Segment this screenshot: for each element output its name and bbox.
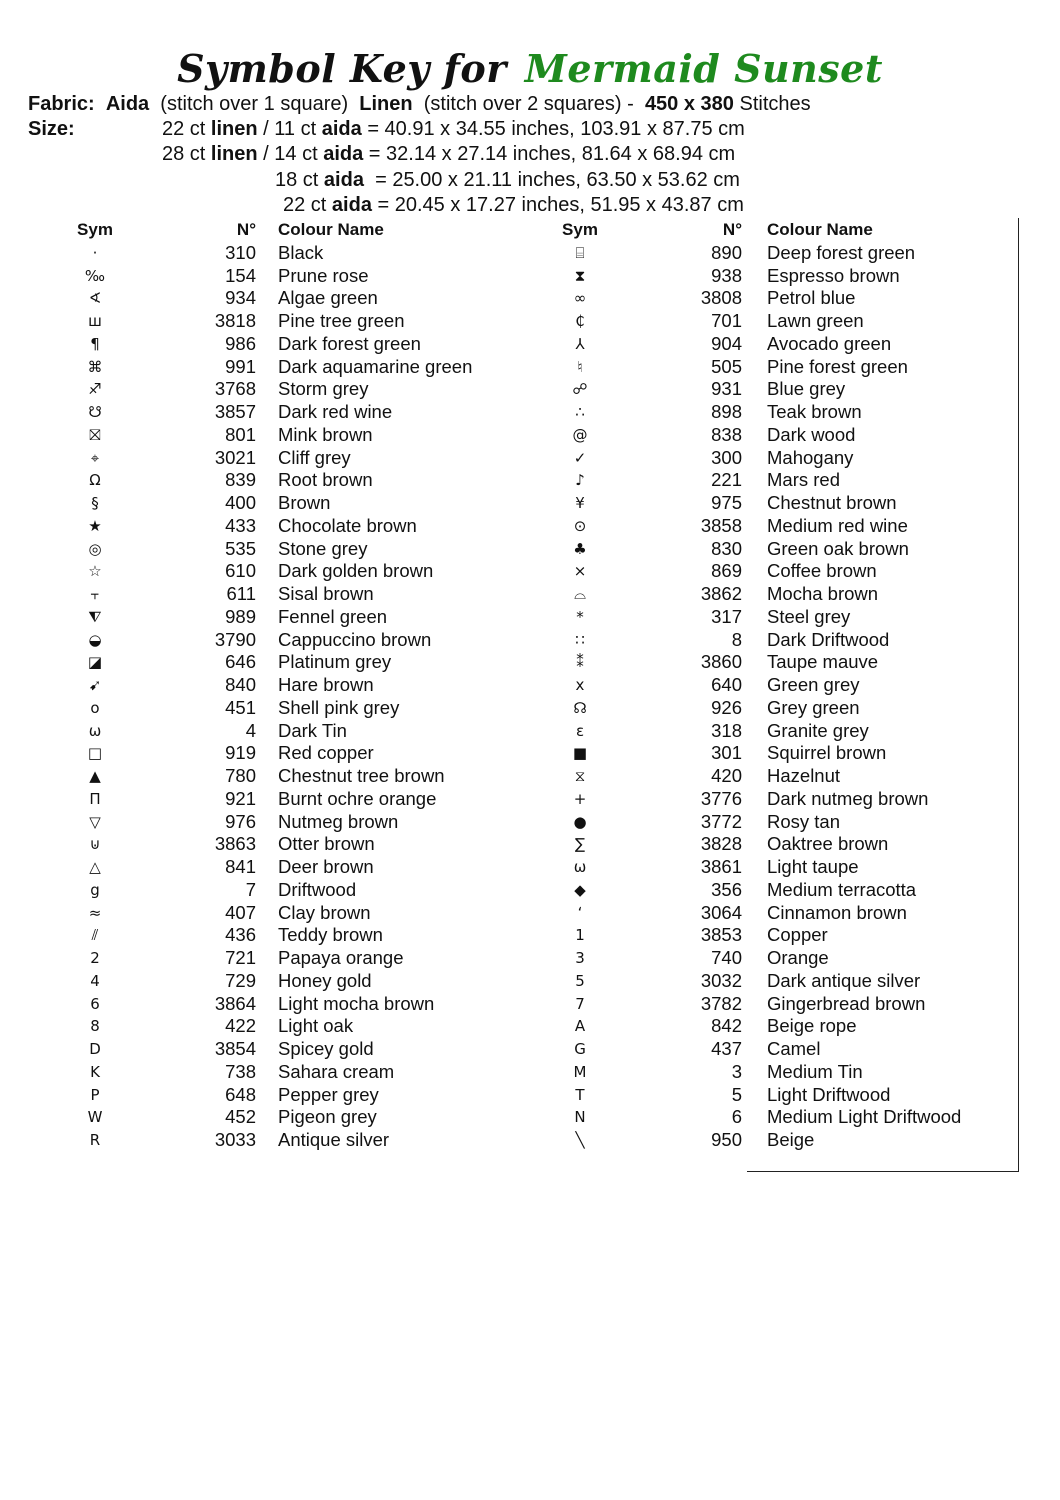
colour-name: Petrol blue bbox=[767, 287, 856, 309]
size-line bbox=[275, 168, 740, 193]
size-line bbox=[162, 117, 745, 142]
symbol-icon: ⧖ bbox=[574, 767, 586, 785]
floss-number: 931 bbox=[711, 378, 742, 400]
colour-name: Spicey gold bbox=[278, 1038, 374, 1059]
size-fabric: aida bbox=[331, 194, 372, 216]
floss-number: 830 bbox=[711, 537, 742, 559]
floss-number: 3064 bbox=[700, 901, 742, 923]
floss-number: 3782 bbox=[700, 992, 742, 1014]
symbol-icon: ▲ bbox=[89, 767, 101, 785]
floss-number: 839 bbox=[225, 469, 256, 491]
colour-name: Taupe mauve bbox=[767, 651, 879, 673]
colour-name: Coffee brown bbox=[767, 560, 877, 582]
colour-name: Brown bbox=[278, 492, 331, 513]
floss-number: 420 bbox=[711, 765, 742, 786]
colour-name: Otter brown bbox=[278, 833, 375, 855]
floss-number: 3858 bbox=[700, 514, 742, 536]
floss-number: 452 bbox=[225, 1106, 256, 1128]
symbol-icon: ⨯ bbox=[573, 562, 587, 581]
floss-number: 3854 bbox=[214, 1038, 256, 1059]
colour-name: Stone grey bbox=[278, 537, 368, 559]
symbol-icon: ⧗ bbox=[574, 266, 586, 285]
floss-number: 3862 bbox=[700, 583, 742, 604]
colour-name: Steel grey bbox=[767, 605, 851, 627]
title-prefix: Symbol Key for bbox=[177, 46, 507, 91]
colour-name: Honey gold bbox=[278, 969, 372, 991]
floss-number: 3808 bbox=[700, 287, 742, 309]
symbol-icon: ⌸ bbox=[575, 243, 585, 262]
symbol-icon: ⁑ bbox=[576, 653, 584, 672]
symbol-icon: ¥ bbox=[575, 494, 585, 512]
colour-name: Chestnut brown bbox=[767, 492, 897, 513]
floss-number: 3776 bbox=[700, 787, 742, 809]
colour-name: Medium terracotta bbox=[767, 878, 917, 900]
colour-name: Dark nutmeg brown bbox=[767, 787, 929, 809]
symbol-icon: ◒ bbox=[88, 630, 102, 649]
floss-number: 407 bbox=[225, 901, 256, 923]
symbol-icon: ♣ bbox=[573, 539, 587, 558]
floss-number: 919 bbox=[225, 742, 256, 764]
floss-number: 611 bbox=[226, 583, 256, 604]
colour-name: Squirrel brown bbox=[767, 742, 887, 764]
symbol-icon: ♪ bbox=[575, 471, 585, 490]
floss-number: 721 bbox=[225, 947, 256, 968]
symbol-icon: ◆ bbox=[574, 880, 586, 899]
floss-number: 356 bbox=[711, 878, 742, 900]
symbol-icon: ∴ bbox=[575, 403, 585, 421]
floss-number: 921 bbox=[225, 787, 256, 809]
symbol-icon: 8 bbox=[90, 1017, 100, 1036]
floss-number: 989 bbox=[225, 605, 256, 627]
floss-number: 535 bbox=[225, 537, 256, 559]
header-sym: Sym bbox=[77, 220, 113, 239]
colour-name: Dark forest green bbox=[278, 332, 421, 354]
floss-number: 3772 bbox=[700, 810, 742, 832]
header-sym: Sym bbox=[562, 220, 598, 239]
size-line bbox=[162, 142, 735, 167]
header-colour-name: Colour Name bbox=[278, 220, 384, 239]
colour-name: Dark antique silver bbox=[767, 969, 921, 991]
symbol-icon: ♐ bbox=[88, 380, 102, 399]
floss-number: 926 bbox=[711, 696, 742, 718]
fabric-linen-note: (stitch over 2 squares) - bbox=[423, 93, 634, 115]
symbol-icon: ⧨ bbox=[88, 607, 102, 626]
colour-name: Espresso brown bbox=[767, 264, 900, 286]
symbol-icon: ☋ bbox=[88, 403, 102, 421]
floss-number: 7 bbox=[245, 878, 256, 900]
floss-number: 4 bbox=[245, 719, 256, 741]
symbol-icon: 7 bbox=[575, 994, 585, 1013]
symbol-icon: M bbox=[573, 1062, 587, 1081]
symbol-icon: D bbox=[89, 1040, 101, 1058]
floss-number: 437 bbox=[711, 1038, 742, 1059]
header-num: N° bbox=[722, 220, 742, 239]
symbol-icon: T bbox=[575, 1085, 585, 1104]
floss-number: 740 bbox=[711, 947, 742, 968]
colour-name: Orange bbox=[767, 947, 829, 968]
header-num: N° bbox=[236, 220, 256, 239]
colour-name: Papaya orange bbox=[278, 947, 404, 968]
floss-number: 898 bbox=[711, 401, 742, 422]
floss-number: 610 bbox=[225, 560, 256, 582]
symbol-icon: ☊ bbox=[573, 698, 587, 717]
size-dims: = 20.45 x 17.27 inches, 51.95 x 43.87 cm bbox=[377, 194, 744, 216]
colour-name: Blue grey bbox=[767, 378, 846, 400]
floss-number: 3818 bbox=[214, 310, 256, 331]
colour-name: Gingerbread brown bbox=[767, 992, 926, 1014]
colour-name: Lawn green bbox=[767, 310, 864, 331]
symbol-icon: ⊙ bbox=[573, 516, 587, 535]
size-sep: / 14 ct bbox=[263, 143, 318, 165]
colour-name: Light Driftwood bbox=[767, 1083, 891, 1105]
symbol-icon: 6 bbox=[90, 994, 100, 1013]
floss-number: 3860 bbox=[700, 651, 742, 673]
floss-number: 3857 bbox=[214, 401, 256, 422]
symbol-icon: @ bbox=[572, 425, 588, 444]
colour-name: Dark golden brown bbox=[278, 560, 434, 582]
colour-name: Deep forest green bbox=[767, 241, 916, 263]
floss-number: 841 bbox=[225, 856, 256, 877]
floss-number: 8 bbox=[731, 628, 742, 650]
floss-number: 646 bbox=[225, 651, 256, 673]
size-count: 22 ct bbox=[283, 194, 327, 216]
colour-name: Hazelnut bbox=[767, 765, 841, 786]
symbol-icon: P bbox=[90, 1085, 100, 1104]
floss-number: 729 bbox=[225, 969, 256, 991]
size-dims: = 25.00 x 21.11 inches, 63.50 x 53.62 cm bbox=[375, 169, 740, 191]
page-title bbox=[0, 44, 1060, 94]
floss-number: 505 bbox=[711, 355, 742, 377]
colour-name: Cliff grey bbox=[278, 446, 351, 468]
symbol-icon: △ bbox=[89, 858, 101, 876]
colour-name: Platinum grey bbox=[278, 651, 392, 673]
symbol-icon: ▽ bbox=[89, 812, 101, 831]
floss-number: 842 bbox=[711, 1015, 742, 1037]
symbol-icon: · bbox=[92, 243, 98, 262]
colour-name: Dark aquamarine green bbox=[278, 355, 473, 377]
symbol-icon: ω bbox=[573, 858, 587, 876]
size-count: 18 ct bbox=[275, 169, 319, 191]
floss-number: 451 bbox=[225, 696, 256, 718]
symbol-icon: ω bbox=[88, 721, 102, 740]
pattern-name: Mermaid Sunset bbox=[524, 46, 883, 91]
colour-name: Green oak brown bbox=[767, 537, 909, 559]
symbol-icon: ш bbox=[88, 312, 102, 330]
colour-name: Dark wood bbox=[767, 423, 856, 445]
floss-number: 317 bbox=[711, 605, 742, 627]
floss-number: 3864 bbox=[214, 992, 256, 1014]
symbol-icon: ♮ bbox=[577, 357, 583, 376]
colour-name: Hare brown bbox=[278, 674, 374, 695]
colour-name: Pine forest green bbox=[767, 355, 908, 377]
size-line bbox=[283, 193, 744, 218]
colour-name: Medium red wine bbox=[767, 514, 908, 536]
floss-number: 3828 bbox=[700, 833, 742, 855]
floss-number: 975 bbox=[711, 492, 742, 513]
symbol-icon: ☍ bbox=[572, 380, 588, 399]
symbol-icon: ⛝ bbox=[89, 425, 101, 444]
colour-name: Sisal brown bbox=[278, 583, 374, 604]
fabric-aida: Aida bbox=[105, 93, 150, 115]
size-label: Size: bbox=[28, 118, 75, 140]
size-dims: = 40.91 x 34.55 inches, 103.91 x 87.75 cm bbox=[367, 118, 745, 140]
symbol-icon: G bbox=[574, 1040, 586, 1058]
size-count: 28 ct bbox=[162, 143, 206, 165]
symbol-icon: ● bbox=[573, 812, 587, 831]
colour-name: Mink brown bbox=[278, 423, 373, 445]
symbol-icon: ‰ bbox=[84, 266, 106, 285]
floss-number: 3853 bbox=[700, 924, 742, 946]
colour-name: Mocha brown bbox=[767, 583, 879, 604]
floss-number: 976 bbox=[225, 810, 256, 832]
colour-name: Deer brown bbox=[278, 856, 374, 877]
floss-number: 3768 bbox=[214, 378, 256, 400]
size-fabric: aida bbox=[323, 143, 364, 165]
floss-number: 938 bbox=[711, 264, 742, 286]
colour-name: Beige bbox=[767, 1129, 815, 1150]
floss-number: 436 bbox=[225, 924, 256, 946]
symbol-icon: ╲ bbox=[575, 1131, 585, 1149]
floss-number: 640 bbox=[711, 674, 742, 695]
colour-name: Burnt ochre orange bbox=[278, 787, 437, 809]
size-count: 22 ct bbox=[162, 118, 206, 140]
symbol-icon: 4 bbox=[90, 971, 100, 990]
colour-name: Green grey bbox=[767, 674, 860, 695]
colour-name: Pepper grey bbox=[278, 1083, 379, 1105]
symbol-icon: ⌓ bbox=[574, 585, 586, 603]
symbol-icon: + bbox=[573, 789, 587, 808]
floss-number: 301 bbox=[711, 742, 742, 764]
colour-name: Light mocha brown bbox=[278, 992, 435, 1014]
symbol-icon: N bbox=[574, 1108, 586, 1127]
stitch-count: 450 x 380 bbox=[644, 93, 734, 115]
colour-name: Teak brown bbox=[767, 401, 862, 422]
floss-number: 3032 bbox=[700, 969, 742, 991]
size-fabric: aida bbox=[323, 169, 364, 191]
colour-name: Driftwood bbox=[278, 878, 357, 900]
symbol-icon: ★ bbox=[88, 516, 102, 535]
floss-number: 3790 bbox=[214, 628, 256, 650]
floss-number: 300 bbox=[711, 446, 742, 468]
symbol-icon: 1 bbox=[575, 926, 585, 945]
symbol-icon: ¶ bbox=[90, 334, 100, 353]
floss-number: 934 bbox=[225, 287, 256, 309]
colour-name: Antique silver bbox=[278, 1129, 390, 1150]
symbol-icon: ⊍ bbox=[89, 835, 101, 854]
symbol-icon: □ bbox=[87, 744, 103, 763]
symbol-icon: ✓ bbox=[573, 448, 587, 467]
colour-name: Storm grey bbox=[278, 378, 369, 400]
symbol-icon: R bbox=[89, 1131, 101, 1149]
colour-name: Light oak bbox=[278, 1015, 354, 1037]
colour-name: Red copper bbox=[278, 742, 374, 764]
symbol-icon: 3 bbox=[575, 949, 585, 967]
floss-number: 869 bbox=[711, 560, 742, 582]
symbol-icon: ⫽ bbox=[91, 926, 99, 945]
fabric-linen: Linen bbox=[359, 93, 413, 115]
floss-number: 801 bbox=[225, 423, 256, 445]
symbol-icon: ⅄ bbox=[575, 334, 585, 353]
floss-number: 400 bbox=[225, 492, 256, 513]
colour-name: Nutmeg brown bbox=[278, 810, 399, 832]
fabric-label: Fabric: bbox=[28, 93, 95, 115]
floss-number: 6 bbox=[731, 1106, 742, 1128]
symbol-icon: x bbox=[575, 676, 585, 694]
floss-number: 904 bbox=[711, 332, 742, 354]
floss-number: 838 bbox=[711, 423, 742, 445]
size-fabric: linen bbox=[210, 143, 258, 165]
symbol-icon: ⌖ bbox=[90, 448, 100, 467]
symbol-icon: ∷ bbox=[575, 630, 585, 649]
size-fabric: aida bbox=[321, 118, 362, 140]
floss-number: 3 bbox=[731, 1060, 742, 1082]
floss-number: 738 bbox=[225, 1060, 256, 1082]
floss-number: 701 bbox=[711, 310, 742, 331]
floss-number: 991 bbox=[225, 355, 256, 377]
colour-name: Cinnamon brown bbox=[767, 901, 907, 923]
colour-name: Root brown bbox=[278, 469, 373, 491]
colour-name: Rosy tan bbox=[767, 810, 841, 832]
size-dims: = 32.14 x 27.14 inches, 81.64 x 68.94 cm bbox=[368, 143, 736, 165]
colour-name: Pigeon grey bbox=[278, 1106, 377, 1128]
symbol-icon: § bbox=[91, 494, 99, 512]
symbol-icon: ⫟ bbox=[90, 585, 100, 603]
floss-number: 310 bbox=[225, 241, 256, 263]
symbol-icon: ≈ bbox=[88, 903, 102, 922]
size-sep: / 11 ct bbox=[263, 118, 317, 140]
symbol-icon: ◎ bbox=[88, 539, 102, 558]
floss-number: 3863 bbox=[214, 833, 256, 855]
colour-name: Grey green bbox=[767, 696, 860, 718]
symbol-icon: ◪ bbox=[87, 653, 103, 672]
size-fabric: linen bbox=[210, 118, 258, 140]
colour-name: Medium Light Driftwood bbox=[767, 1106, 962, 1128]
fabric-line bbox=[28, 92, 811, 117]
colour-name: Chocolate brown bbox=[278, 514, 417, 536]
colour-name: Copper bbox=[767, 924, 828, 946]
symbol-icon: o bbox=[90, 698, 100, 717]
colour-name: Teddy brown bbox=[278, 924, 383, 946]
colour-name: Light taupe bbox=[767, 856, 859, 877]
colour-name: Prune rose bbox=[278, 264, 369, 286]
header-colour-name: Colour Name bbox=[767, 220, 873, 239]
floss-number: 648 bbox=[225, 1083, 256, 1105]
colour-name: Fennel green bbox=[278, 605, 388, 627]
symbol-icon: * bbox=[576, 607, 584, 626]
colour-name: Dark Tin bbox=[278, 719, 347, 741]
floss-number: 433 bbox=[225, 514, 256, 536]
symbol-icon: ∑ bbox=[574, 835, 586, 854]
symbol-icon: ∞ bbox=[573, 289, 587, 308]
floss-number: 3033 bbox=[214, 1129, 256, 1150]
symbol-icon: 2 bbox=[90, 949, 100, 967]
symbol-icon: W bbox=[87, 1108, 103, 1127]
symbol-icon: ➹ bbox=[88, 676, 102, 694]
symbol-icon: ⌘ bbox=[87, 357, 103, 376]
symbol-icon: ₵ bbox=[575, 312, 585, 330]
floss-number: 5 bbox=[731, 1083, 742, 1105]
colour-name: Chestnut tree brown bbox=[278, 765, 445, 786]
symbol-icon: ■ bbox=[572, 744, 588, 763]
colour-name: Beige rope bbox=[767, 1015, 857, 1037]
colour-name: Oaktree brown bbox=[767, 833, 889, 855]
symbol-icon: K bbox=[90, 1062, 100, 1081]
symbol-icon: ☆ bbox=[88, 562, 102, 581]
colour-name: Black bbox=[278, 241, 324, 263]
floss-number: 840 bbox=[225, 674, 256, 695]
table-border-bottom bbox=[747, 1171, 1019, 1172]
colour-name: Mahogany bbox=[767, 446, 854, 468]
stitches-word: Stitches bbox=[739, 93, 811, 115]
colour-name: Camel bbox=[767, 1038, 821, 1059]
floss-number: 3021 bbox=[214, 446, 256, 468]
fabric-aida-note: (stitch over 1 square) bbox=[160, 93, 349, 115]
colour-name: Dark red wine bbox=[278, 401, 393, 422]
floss-number: 3861 bbox=[700, 856, 742, 877]
floss-number: 950 bbox=[711, 1129, 742, 1150]
colour-name: Shell pink grey bbox=[278, 696, 400, 718]
floss-number: 318 bbox=[711, 719, 742, 741]
colour-name: Sahara cream bbox=[278, 1060, 395, 1082]
symbol-icon: ∢ bbox=[88, 289, 102, 308]
colour-name: Medium Tin bbox=[767, 1060, 863, 1082]
symbol-icon: A bbox=[574, 1017, 586, 1036]
symbol-icon: 5 bbox=[575, 971, 585, 990]
colour-name: Dark Driftwood bbox=[767, 628, 890, 650]
symbol-icon: ʻ bbox=[577, 903, 583, 922]
colour-name: Mars red bbox=[767, 469, 840, 491]
symbol-icon: g bbox=[90, 880, 100, 899]
symbol-icon: ε bbox=[575, 721, 585, 740]
colour-name: Pine tree green bbox=[278, 310, 405, 331]
colour-name: Algae green bbox=[278, 287, 378, 309]
symbol-icon: Π bbox=[89, 789, 101, 808]
colour-name: Clay brown bbox=[278, 901, 371, 923]
symbol-icon: Ω bbox=[89, 471, 101, 490]
floss-number: 221 bbox=[711, 469, 742, 491]
floss-number: 422 bbox=[225, 1015, 256, 1037]
table-border-right bbox=[1018, 218, 1019, 1171]
colour-name: Avocado green bbox=[767, 332, 892, 354]
colour-name: Cappuccino brown bbox=[278, 628, 432, 650]
floss-number: 890 bbox=[711, 241, 742, 263]
floss-number: 986 bbox=[225, 332, 256, 354]
floss-number: 780 bbox=[225, 765, 256, 786]
colour-name: Granite grey bbox=[767, 719, 869, 741]
size-label-line bbox=[28, 117, 75, 142]
floss-number: 154 bbox=[225, 264, 256, 286]
